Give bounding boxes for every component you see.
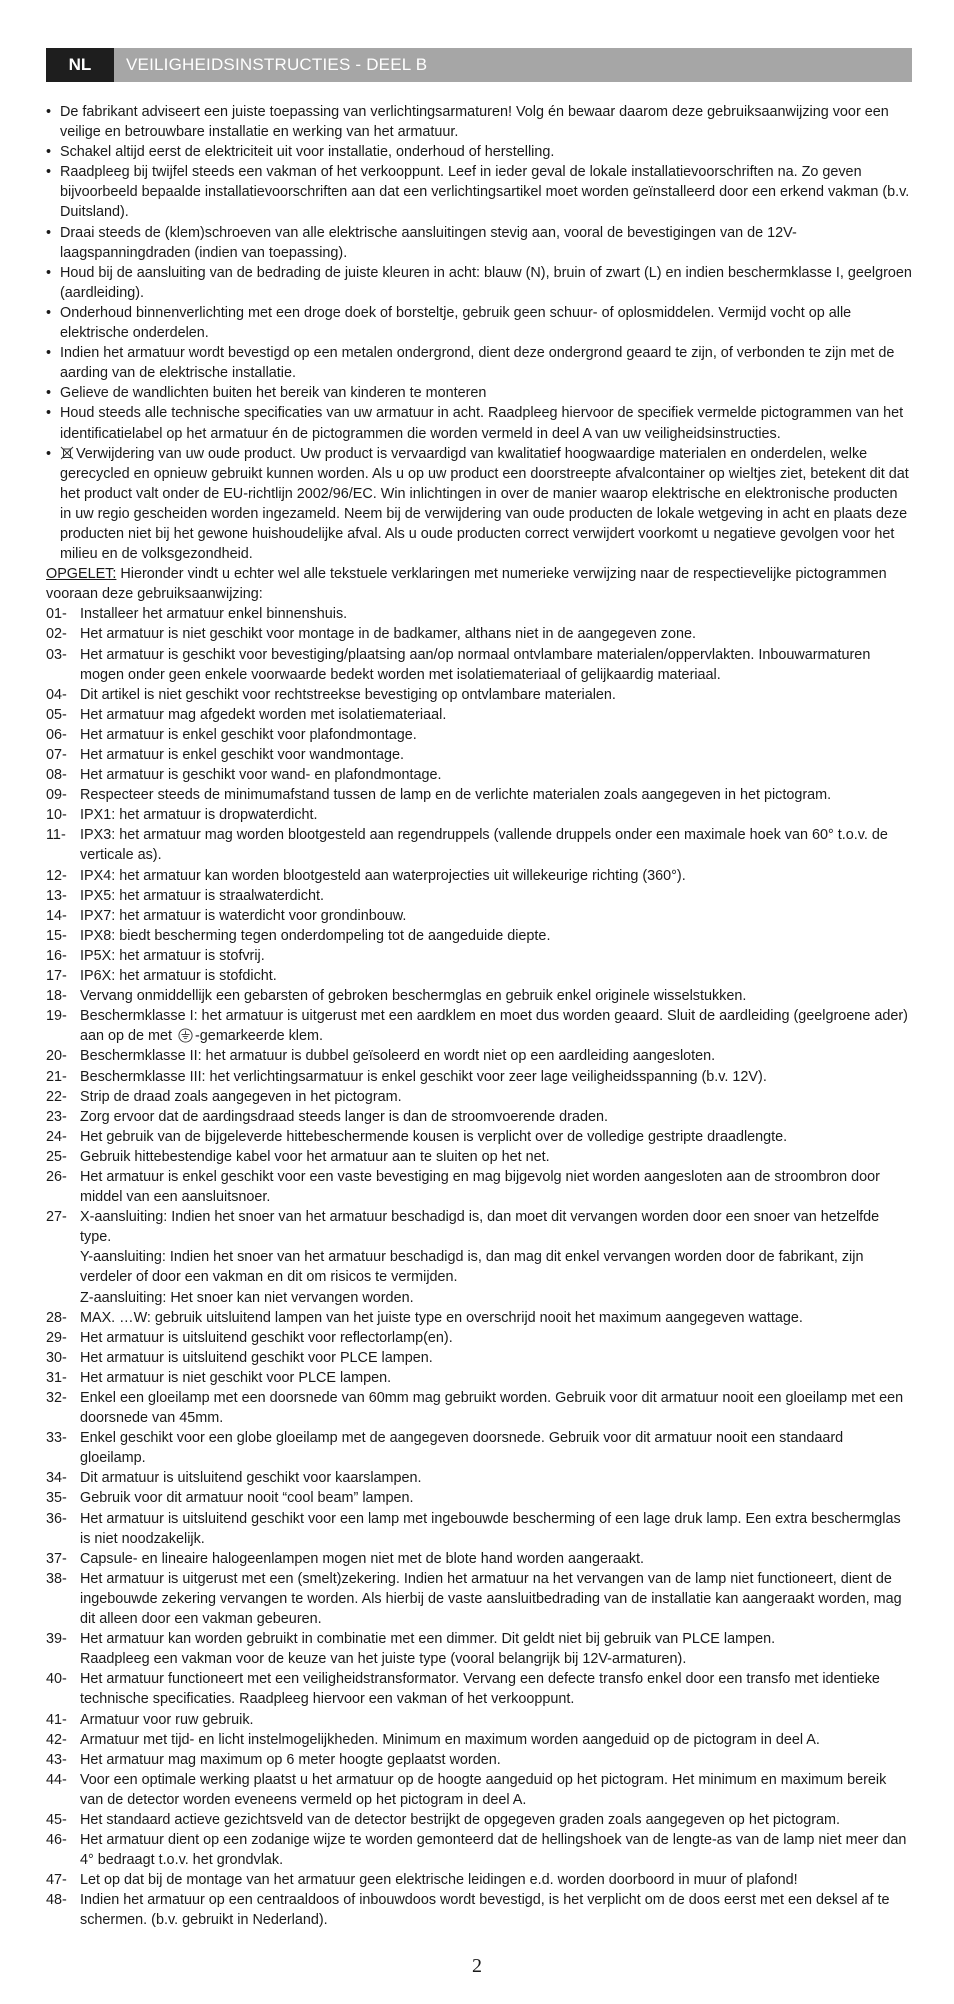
item-text [80, 1348, 912, 1368]
item-text-line: Het armatuur is niet geschikt voor PLCE lampen. [80, 1369, 392, 1386]
item-text-line: Beschermklasse III: het verlichtingsarmatuur is enkel geschikt voor zeer lage veiligheidsspanning (b.v. 12V). [80, 1068, 767, 1085]
numbered-item [46, 1730, 912, 1750]
item-number: 32- [46, 1390, 67, 1406]
numbered-item [46, 825, 912, 865]
page-number: 2 [472, 1955, 482, 1977]
numbered-item [46, 866, 912, 886]
item-number: 38- [46, 1570, 67, 1587]
numbered-item [46, 624, 912, 644]
bullet-item [46, 102, 912, 142]
bullet-text: Houd steeds alle technische specificaties van uw armatuur in acht. Raadpleeg hiervoor de specifiek vermelde pictogrammen van het identificatielabel op het armatuur én de pictogrammen die worden vermeld in deel A van uw veiligheidsinstructies. [60, 405, 904, 442]
item-text-line: Het armatuur is uitsluitend geschikt voor PLCE lampen. [80, 1349, 433, 1366]
numbered-item [46, 1087, 912, 1107]
numbered-item [46, 685, 912, 705]
item-text-line: Het armatuur functioneert met een veiligheidstransformator. Vervang een defecte transfo enkel door een transfo met identieke technische specificaties. Raadpleeg hiervoor een vakman of het verkooppunt. [80, 1671, 880, 1708]
item-text-line: Het armatuur is uitsluitend geschikt voor reflectorlamp(en). [80, 1329, 453, 1346]
item-text [80, 1649, 912, 1669]
item-text-line: Enkel geschikt voor een globe gloeilamp met de aangegeven doorsnede. Gebruik voor dit armatuur nooit een standaard gloeilamp. [80, 1430, 844, 1467]
item-number: 36- [46, 1510, 67, 1527]
item-text [80, 1308, 912, 1328]
numbered-item [46, 645, 912, 685]
item-text-line: Dit armatuur is uitsluitend geschikt voor kaarslampen. [80, 1470, 422, 1487]
weee-bullet [46, 444, 912, 565]
item-number: 26- [46, 1168, 67, 1185]
item-text-line: IP6X: het armatuur is stofdicht. [80, 968, 277, 985]
item-text-line: Armatuur voor ruw gebruik. [80, 1711, 254, 1728]
item-text-line: Y-aansluiting: Indien het snoer van het armatuur beschadigd is, dan mag dit enkel vervangen worden door de fabrikant, zijn verdeler of door een vakman en dit om risicos te vermijden. [80, 1249, 864, 1286]
numbered-item [46, 1468, 912, 1488]
item-text-line: IPX8: biedt bescherming tegen onderdompeling tot de aangeduide diepte. [80, 927, 551, 944]
bullet-item [46, 263, 912, 303]
item-number: 03- [46, 646, 67, 663]
numbered-item [46, 805, 912, 825]
item-number: 08- [46, 767, 67, 784]
item-text [80, 966, 912, 986]
bullet-item [46, 383, 912, 403]
numbered-item [46, 1006, 912, 1046]
bullet-marker: • [46, 385, 52, 402]
bullet-item [46, 403, 912, 443]
numbered-item [46, 1870, 912, 1890]
item-text-line: Het standaard actieve gezichtsveld van de detector bestrijkt de opgegeven graden zoals aangegeven op het pictogram. [80, 1811, 840, 1828]
item-number: 16- [46, 947, 67, 964]
item-text [80, 1870, 912, 1890]
item-text [80, 1328, 912, 1348]
bullet-item [46, 162, 912, 222]
item-text [80, 785, 912, 805]
item-text [80, 805, 912, 825]
numbered-item [46, 765, 912, 785]
numbered-item [46, 926, 912, 946]
item-number: 25- [46, 1148, 67, 1165]
bullet-marker: • [46, 405, 52, 422]
item-text [80, 1629, 912, 1649]
item-text [80, 624, 912, 644]
bullet-marker: • [46, 164, 52, 181]
numbered-item [46, 1750, 912, 1770]
numbered-item [46, 1127, 912, 1147]
bullet-text: Houd bij de aansluiting van de bedrading de juiste kleuren in acht: blauw (N), bruin of zwart (L) en indien beschermklasse I, geelgroen (aardleiding). [60, 264, 912, 301]
numbered-item [46, 1428, 912, 1468]
item-number: 40- [46, 1671, 67, 1688]
bullet-item [46, 142, 912, 162]
numbered-item [46, 946, 912, 966]
bullet-text: Indien het armatuur wordt bevestigd op een metalen ondergrond, dient deze ondergrond geaard te zijn, of verbonden te zijn met de aarding van de elektrische installatie. [60, 345, 895, 382]
item-number: 02- [46, 626, 67, 643]
instructions-body [46, 102, 912, 1931]
item-number: 44- [46, 1771, 67, 1788]
item-text [80, 1468, 912, 1488]
numbered-item [46, 886, 912, 906]
numbered-item [46, 1328, 912, 1348]
item-text [80, 1730, 912, 1750]
item-text [80, 866, 912, 886]
item-text-suffix: -gemarkeerde klem. [195, 1028, 323, 1045]
item-text-line: Het armatuur is geschikt voor wand- en plafondmontage. [80, 767, 442, 784]
item-text-line: Het armatuur is enkel geschikt voor wandmontage. [80, 747, 404, 763]
item-text [80, 1207, 912, 1247]
item-text [80, 986, 912, 1006]
item-number: 37- [46, 1550, 67, 1567]
item-number: 31- [46, 1369, 67, 1386]
bullet-item [46, 303, 912, 343]
item-text [80, 685, 912, 705]
item-text-line: IPX4: het armatuur kan worden blootgesteld aan waterprojecties uit willekeurige richting (360°). [80, 867, 686, 884]
item-text-line: Zorg ervoor dat de aardingsdraad steeds langer is dan de stroomvoerende draden. [80, 1108, 608, 1125]
numbered-item [46, 1549, 912, 1569]
bullet-text: Gelieve de wandlichten buiten het bereik van kinderen te monteren [60, 385, 487, 402]
numbered-item [46, 1388, 912, 1428]
item-text-line: Het armatuur mag afgedekt worden met isolatiemateriaal. [80, 706, 447, 723]
item-text-line: Let op dat bij de montage van het armatuur geen elektrische leidingen e.d. worden doorboord in muur of plafond! [80, 1872, 798, 1889]
numbered-item [46, 1308, 912, 1328]
item-number: 06- [46, 726, 67, 743]
numbered-item [46, 1147, 912, 1167]
section-title: VEILIGHEIDSINSTRUCTIES - DEEL B [114, 48, 912, 82]
item-number: 30- [46, 1349, 67, 1366]
numbered-item [46, 1368, 912, 1388]
item-number: 15- [46, 927, 67, 944]
numbered-item [46, 1710, 912, 1730]
item-text [80, 725, 912, 745]
item-text [80, 1087, 912, 1107]
item-text-line: Strip de draad zoals aangegeven in het pictogram. [80, 1088, 402, 1105]
item-text [80, 765, 912, 785]
numbered-item [46, 1569, 912, 1629]
numbered-item [46, 1046, 912, 1066]
item-text [80, 1167, 912, 1207]
numbered-item [46, 1067, 912, 1087]
item-text-line: Het armatuur is geschikt voor bevestiging/plaatsing aan/op normaal ontvlambare materialen/oppervlakten. Inbouwarmaturen mogen onder geen enkele voorwaarde bedekt worden met isolatiemateriaal of gelijkaardig materiaal. [80, 646, 871, 683]
item-number: 09- [46, 787, 67, 804]
item-text [80, 1830, 912, 1870]
numbered-item [46, 966, 912, 986]
numbered-item [46, 785, 912, 805]
item-text-line: Capsule- en lineaire halogeenlampen mogen niet met de blote hand worden aangeraakt. [80, 1550, 645, 1567]
item-text-line: Respecteer steeds de minimumafstand tussen de lamp en de verlichte materialen zoals aangegeven in het pictogram. [80, 787, 832, 804]
item-number: 39- [46, 1631, 67, 1648]
item-number: 42- [46, 1731, 67, 1748]
numbered-item [46, 1830, 912, 1870]
item-text-line: Installeer het armatuur enkel binnenshuis. [80, 606, 348, 623]
item-text-line: Beschermklasse I: het armatuur is uitgerust met een aardklem en moet dus worden geaard. Sluit de aardleiding (geelgroene ader) aan op de met [80, 1008, 908, 1045]
crossed-bin-icon [60, 446, 74, 460]
item-number: 22- [46, 1088, 67, 1105]
numbered-item [46, 705, 912, 725]
item-text-line: IP5X: het armatuur is stofvrij. [80, 947, 265, 964]
item-text [80, 926, 912, 946]
item-text [80, 1127, 912, 1147]
numbered-item [46, 1890, 912, 1930]
item-text [80, 946, 912, 966]
bullet-text: Onderhoud binnenverlichting met een droge doek of borsteltje, gebruik geen schuur- of oplosmiddelen. Vermijd vocht op alle elektrische onderdelen. [60, 304, 852, 342]
item-text-line: Voor een optimale werking plaatst u het armatuur op de hoogte aangeduid op het pictogram. Het minimum en maximum bereik van de detector worden eveneens vermeld op het pictogram in deel A. [80, 1771, 887, 1808]
item-text [80, 645, 912, 685]
item-text-line: Gebruik hittebestendige kabel voor het armatuur aan te sluiten op het net. [80, 1148, 550, 1165]
item-text-line: Het armatuur is enkel geschikt voor een vaste bevestiging en mag bijgevolg niet worden aangesloten aan de stroombron door middel van een aansluitsnoer. [80, 1168, 880, 1206]
item-text-line: MAX. …W: gebruik uitsluitend lampen van het juiste type en overschrijd nooit het maximum aangegeven wattage. [80, 1309, 803, 1326]
bullet-text: Schakel altijd eerst de elektriciteit uit voor installatie, onderhoud of herstelling. [60, 144, 555, 161]
item-number: 12- [46, 867, 67, 884]
item-number: 11- [46, 827, 66, 844]
item-text-line: IPX1: het armatuur is dropwaterdicht. [80, 807, 318, 824]
item-number: 24- [46, 1128, 67, 1145]
item-text-line: Beschermklasse II: het armatuur is dubbel geïsoleerd en wordt niet op een aardleiding aangesloten. [80, 1048, 716, 1065]
item-text [80, 1710, 912, 1730]
weee-text: Verwijdering van uw oude product. Uw product is vervaardigd van kwalitatief hoogwaardige materialen en onderdelen, welke gerecycled en opnieuw gebruikt kunnen worden. Als u op uw product een doorstreepte afvalcontainer op wieltjes ziet, betekent dit dat het product valt onder de EU-richtlijn 2002/96/EC. Win inlichtingen in over de manier waarop elektrische en elektronische producten in uw regio gescheiden worden ingezameld. Neem bij de verwijdering van oude producten de lokale wetgeving in acht en plaats deze producten niet bij het gewone huishoudelijke afval. Als u oude producten correct verwijdert voorkomt u negatieve gevolgen voor het milieu en de volksgezondheid. [60, 445, 909, 563]
item-text-line: Vervang onmiddellijk een gebarsten of gebroken beschermglas en gebruik enkel originele wisselstukken. [80, 988, 747, 1005]
item-number: 17- [46, 968, 67, 985]
item-text-line: Het armatuur kan worden gebruikt in combinatie met een dimmer. Dit geldt niet bij gebruik van PLCE lampen. [80, 1631, 776, 1648]
item-text [80, 1549, 912, 1569]
item-number: 14- [46, 907, 67, 924]
item-text-line: Het gebruik van de bijgeleverde hittebeschermende kousen is verplicht over de volledige gestripte draadlengte. [80, 1128, 788, 1145]
numbered-item [46, 604, 912, 624]
item-text-line: Gebruik voor dit armatuur nooit “cool beam” lampen. [80, 1490, 414, 1507]
item-number: 47- [46, 1872, 67, 1889]
item-number: 28- [46, 1309, 67, 1326]
item-text-line: Indien het armatuur op een centraaldoos of inbouwdoos wordt bevestigd, is het verplicht om de doos eerst met een deksel af te schermen. (b.v. gebruikt in Nederland). [80, 1892, 890, 1929]
item-number: 33- [46, 1430, 67, 1447]
item-number: 41- [46, 1711, 67, 1728]
item-text-line: Raadpleeg een vakman voor de keuze van het juiste type (vooral belangrijk bij 12V-armaturen). [80, 1651, 687, 1668]
numbered-item [46, 1770, 912, 1810]
item-number: 34- [46, 1470, 67, 1487]
item-number: 48- [46, 1892, 67, 1909]
item-text-line: IPX3: het armatuur mag worden blootgesteld aan regendruppels (vallende druppels onder een maximale hoek van 60° t.o.v. de verticale as). [80, 827, 888, 864]
opgelet-text: Hieronder vindt u echter wel alle tekstuele verklaringen met numerieke verwijzing naar de respectievelijke pictogrammen vooraan deze gebruiksaanwijzing: [46, 566, 887, 603]
numbered-item [46, 1810, 912, 1830]
item-text-line: X-aansluiting: Indien het snoer van het armatuur beschadigd is, dan moet dit vervangen worden door een snoer van hetzelfde type. [80, 1209, 880, 1246]
item-text [80, 825, 912, 865]
item-text [80, 1509, 912, 1549]
item-text-line: Enkel een gloeilamp met een doorsnede van 60mm mag gebruikt worden. Gebruik voor dit armatuur nooit een gloeilamp met een doorsnede van 45mm. [80, 1390, 904, 1427]
item-text [80, 906, 912, 926]
bullet-marker: • [46, 345, 52, 362]
item-text [80, 705, 912, 725]
section-header [46, 48, 912, 82]
numbered-item [46, 1488, 912, 1508]
item-text [80, 1288, 912, 1308]
item-number: 07- [46, 747, 67, 763]
language-tab: NL [46, 48, 114, 82]
item-text [80, 1368, 912, 1388]
bullet-marker: • [46, 264, 52, 281]
item-number: 13- [46, 887, 67, 904]
numbered-item [46, 1348, 912, 1368]
item-text [80, 1770, 912, 1810]
item-text [80, 1669, 912, 1709]
item-number: 19- [46, 1008, 67, 1025]
bullet-marker: • [46, 445, 52, 462]
item-number: 23- [46, 1108, 67, 1125]
item-text-line: Het armatuur is uitgerust met een (smelt)zekering. Indien het armatuur na het vervangen van de lamp niet functioneert, dient de ingebouwde zekering vervangen te worden. Als hierbij de vaste aansluitbedrading van de installatie kan aangeraakt worden, mag dit alleen door een vakman gebeuren. [80, 1570, 902, 1628]
item-text-line: Het armatuur is niet geschikt voor montage in de badkamer, althans niet in de aangegeven zone. [80, 626, 696, 643]
item-number: 27- [46, 1209, 67, 1226]
numbered-item [46, 986, 912, 1006]
item-text-line: IPX7: het armatuur is waterdicht voor grondinbouw. [80, 907, 407, 924]
opgelet-label: OPGELET: [46, 566, 117, 583]
bullet-item [46, 223, 912, 263]
item-number: 18- [46, 988, 67, 1005]
item-text [80, 1247, 912, 1287]
item-text [80, 604, 912, 624]
item-text [80, 1046, 912, 1066]
numbered-item [46, 1167, 912, 1207]
item-text [80, 1890, 912, 1930]
item-text-line: Het armatuur is enkel geschikt voor plafondmontage. [80, 726, 417, 743]
bullet-item [46, 343, 912, 383]
item-text-line: Armatuur met tijd- en licht instelmogelijkheden. Minimum en maximum worden aangeduid op de pictogram in deel A. [80, 1731, 820, 1748]
numbered-item [46, 906, 912, 926]
item-number: 05- [46, 706, 67, 723]
numbered-item [46, 1107, 912, 1127]
item-number: 01- [46, 606, 67, 623]
item-text-line: Z-aansluiting: Het snoer kan niet vervangen worden. [80, 1289, 414, 1306]
item-number: 10- [46, 807, 67, 824]
item-text-line: Het armatuur mag maximum op 6 meter hoogte geplaatst worden. [80, 1751, 501, 1768]
item-number: 29- [46, 1329, 67, 1346]
item-number: 20- [46, 1048, 67, 1065]
item-text-line: Het armatuur is uitsluitend geschikt voor een lamp met ingebouwde bescherming of een lage druk lamp. Een extra beschermglas is niet noodzakelijk. [80, 1510, 901, 1547]
item-text [80, 1569, 912, 1629]
item-text [80, 1750, 912, 1770]
item-text [80, 1810, 912, 1830]
item-number: 21- [46, 1068, 67, 1085]
item-text [80, 1388, 912, 1428]
numbered-item [46, 1669, 912, 1709]
item-text [80, 1147, 912, 1167]
item-number: 45- [46, 1811, 67, 1828]
ground-symbol-icon [178, 1028, 193, 1043]
numbered-item [46, 1509, 912, 1549]
bullet-marker: • [46, 224, 52, 241]
item-text-line: Het armatuur dient op een zodanige wijze te worden gemonteerd dat de hellingshoek van de lengte-as van de lamp niet meer dan 4° bedraagt t.o.v. het grondvlak. [80, 1832, 907, 1869]
bullet-marker: • [46, 304, 52, 321]
item-text [80, 1006, 912, 1046]
numbered-item [46, 1207, 912, 1307]
bullet-text: De fabrikant adviseert een juiste toepassing van verlichtingsarmaturen! Volg én bewaar daarom deze gebruiksaanwijzing voor een veilige en betrouwbare installatie en werking van het armatuur. [60, 104, 889, 141]
item-text [80, 745, 912, 765]
bullet-marker: • [46, 144, 52, 161]
item-number: 46- [46, 1832, 67, 1849]
numbered-item [46, 1629, 912, 1669]
item-text-line: IPX5: het armatuur is straalwaterdicht. [80, 887, 324, 904]
bullet-text: Raadpleeg bij twijfel steeds een vakman of het verkooppunt. Leef in ieder geval de lokale installatievoorschriften na. Zo geven bijvoorbeeld bepaalde installatievoorschriften aan dat een verlichtingsartikel moet worden geïnstalleerd door een erkend vakman (b.v. Duitsland). [60, 164, 910, 221]
item-number: 04- [46, 686, 67, 703]
bullet-list [46, 102, 912, 444]
item-text [80, 1107, 912, 1127]
opgelet-note [46, 564, 912, 604]
item-number: 35- [46, 1490, 67, 1507]
item-text [80, 886, 912, 906]
item-number: 43- [46, 1751, 67, 1768]
item-text [80, 1488, 912, 1508]
numbered-list [46, 604, 912, 1930]
bullet-marker: • [46, 104, 52, 120]
item-text-line: Dit artikel is niet geschikt voor rechtstreekse bevestiging op ontvlambare materialen. [80, 686, 616, 703]
numbered-item [46, 745, 912, 765]
numbered-item [46, 725, 912, 745]
item-text [80, 1067, 912, 1087]
item-text [80, 1428, 912, 1468]
bullet-text: Draai steeds de (klem)schroeven van alle elektrische aansluitingen stevig aan, vooral de bevestigingen van de 12V-laagspanningdraden (indien van toepassing). [60, 224, 797, 261]
